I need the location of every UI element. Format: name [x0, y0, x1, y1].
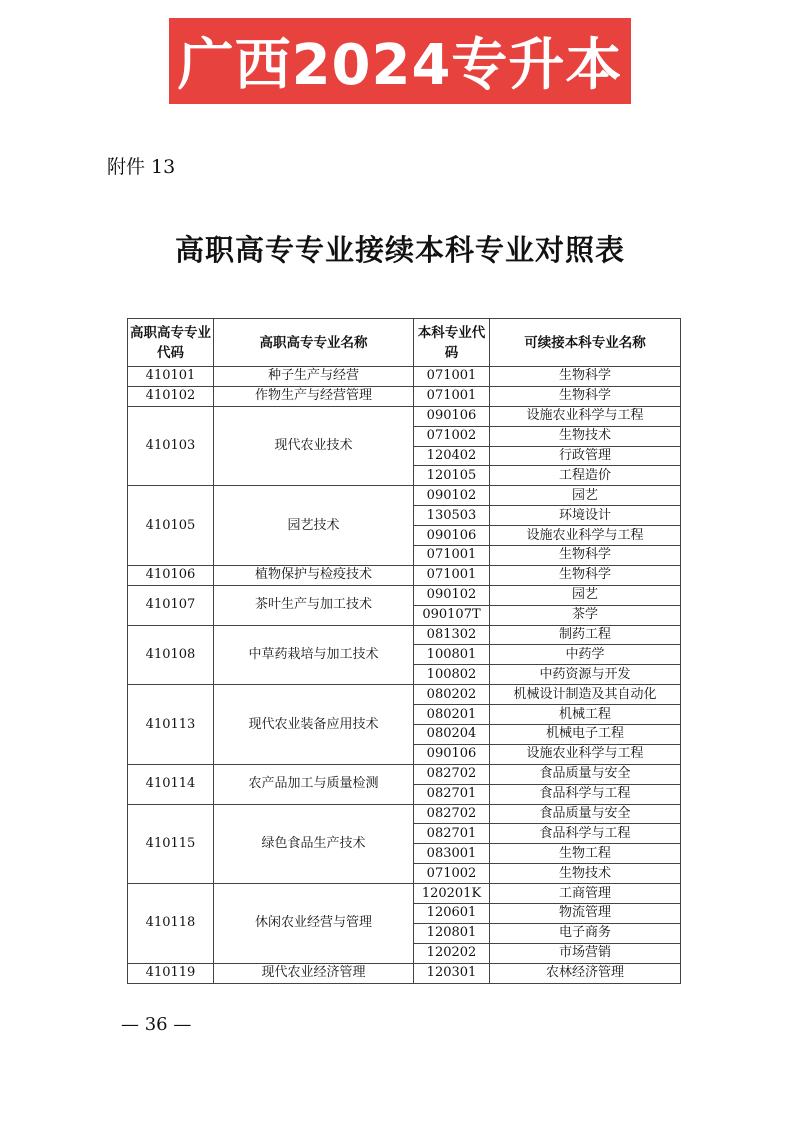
vocational-code-cell: 410105 — [128, 486, 214, 566]
table-header-row — [128, 319, 681, 367]
bachelor-name-cell: 食品科学与工程 — [490, 784, 681, 804]
page-number: — 36 — — [121, 1014, 192, 1035]
bachelor-name-cell: 生物科学 — [490, 367, 681, 387]
bachelor-code-cell: 100801 — [414, 645, 490, 665]
bachelor-name-cell: 机械电子工程 — [490, 725, 681, 745]
document-title: 高职高专专业接续本科专业对照表 — [174, 233, 625, 267]
vocational-code-cell: 410107 — [128, 585, 214, 625]
bachelor-code-cell: 120202 — [414, 943, 490, 963]
bachelor-name-cell: 行政管理 — [490, 446, 681, 466]
vocational-code-cell: 410113 — [128, 685, 214, 765]
bachelor-code-cell: 082702 — [414, 764, 490, 784]
table-row — [128, 963, 681, 983]
header-vocational-name: 高职高专专业名称 — [214, 319, 414, 367]
bachelor-name-cell: 生物科学 — [490, 565, 681, 585]
vocational-code-cell: 410101 — [128, 367, 214, 387]
bachelor-code-cell: 090107T — [414, 605, 490, 625]
bachelor-code-cell: 082701 — [414, 784, 490, 804]
vocational-name-cell: 作物生产与经营管理 — [214, 386, 414, 406]
bachelor-name-cell: 设施农业科学与工程 — [490, 406, 681, 426]
table-row — [128, 804, 681, 824]
bachelor-code-cell: 071002 — [414, 426, 490, 446]
bachelor-name-cell: 市场营销 — [490, 943, 681, 963]
bachelor-name-cell: 设施农业科学与工程 — [490, 526, 681, 546]
bachelor-code-cell: 080201 — [414, 705, 490, 725]
table-row — [128, 386, 681, 406]
bachelor-name-cell: 生物技术 — [490, 864, 681, 884]
bachelor-name-cell: 生物科学 — [490, 386, 681, 406]
vocational-code-cell: 410114 — [128, 764, 214, 804]
table-body — [128, 367, 681, 984]
bachelor-name-cell: 食品科学与工程 — [490, 824, 681, 844]
bachelor-name-cell: 中药资源与开发 — [490, 665, 681, 685]
vocational-code-cell: 410103 — [128, 406, 214, 486]
table-row — [128, 884, 681, 904]
bachelor-name-cell: 设施农业科学与工程 — [490, 744, 681, 764]
table-row — [128, 406, 681, 426]
bachelor-code-cell: 120801 — [414, 923, 490, 943]
header-bachelor-code: 本科专业代码 — [414, 319, 490, 367]
bachelor-name-cell: 食品质量与安全 — [490, 764, 681, 784]
vocational-code-cell: 410102 — [128, 386, 214, 406]
vocational-code-cell: 410108 — [128, 625, 214, 685]
bachelor-code-cell: 090106 — [414, 744, 490, 764]
bachelor-name-cell: 园艺 — [490, 486, 681, 506]
bachelor-name-cell: 中药学 — [490, 645, 681, 665]
bachelor-code-cell: 071001 — [414, 546, 490, 566]
vocational-name-cell: 现代农业技术 — [214, 406, 414, 486]
table-row — [128, 367, 681, 387]
table-row — [128, 625, 681, 645]
vocational-code-cell: 410119 — [128, 963, 214, 983]
bachelor-name-cell: 生物科学 — [490, 546, 681, 566]
header-vocational-code: 高职高专专业代码 — [128, 319, 214, 367]
bachelor-name-cell: 电子商务 — [490, 923, 681, 943]
promo-banner — [169, 18, 631, 104]
bachelor-code-cell: 120402 — [414, 446, 490, 466]
bachelor-name-cell: 制药工程 — [490, 625, 681, 645]
bachelor-code-cell: 090102 — [414, 585, 490, 605]
bachelor-code-cell: 090102 — [414, 486, 490, 506]
bachelor-code-cell: 130503 — [414, 506, 490, 526]
bachelor-code-cell: 080204 — [414, 725, 490, 745]
bachelor-code-cell: 090106 — [414, 406, 490, 426]
bachelor-name-cell: 园艺 — [490, 585, 681, 605]
bachelor-code-cell: 071001 — [414, 386, 490, 406]
bachelor-name-cell: 工程造价 — [490, 466, 681, 486]
vocational-code-cell: 410118 — [128, 884, 214, 964]
vocational-name-cell: 休闲农业经营与管理 — [214, 884, 414, 964]
table-row — [128, 565, 681, 585]
table-row — [128, 585, 681, 605]
bachelor-code-cell: 120601 — [414, 904, 490, 924]
vocational-code-cell: 410115 — [128, 804, 214, 884]
vocational-name-cell: 绿色食品生产技术 — [214, 804, 414, 884]
vocational-name-cell: 植物保护与检疫技术 — [214, 565, 414, 585]
table-row — [128, 685, 681, 705]
table-row — [128, 764, 681, 784]
bachelor-code-cell: 082701 — [414, 824, 490, 844]
bachelor-code-cell: 090106 — [414, 526, 490, 546]
vocational-name-cell: 农产品加工与质量检测 — [214, 764, 414, 804]
bachelor-code-cell: 100802 — [414, 665, 490, 685]
bachelor-code-cell: 120105 — [414, 466, 490, 486]
bachelor-code-cell: 120201K — [414, 884, 490, 904]
bachelor-name-cell: 生物技术 — [490, 426, 681, 446]
table-row — [128, 486, 681, 506]
bachelor-name-cell: 物流管理 — [490, 904, 681, 924]
bachelor-code-cell: 081302 — [414, 625, 490, 645]
header-bachelor-name: 可续接本科专业名称 — [490, 319, 681, 367]
bachelor-name-cell: 茶学 — [490, 605, 681, 625]
bachelor-code-cell: 080202 — [414, 685, 490, 705]
major-mapping-table — [127, 318, 681, 984]
vocational-name-cell: 现代农业装备应用技术 — [214, 685, 414, 765]
bachelor-name-cell: 环境设计 — [490, 506, 681, 526]
bachelor-name-cell: 生物工程 — [490, 844, 681, 864]
bachelor-code-cell: 071001 — [414, 367, 490, 387]
bachelor-code-cell: 082702 — [414, 804, 490, 824]
bachelor-name-cell: 机械设计制造及其自动化 — [490, 685, 681, 705]
bachelor-code-cell: 120301 — [414, 963, 490, 983]
bachelor-code-cell: 071001 — [414, 565, 490, 585]
bachelor-code-cell: 071002 — [414, 864, 490, 884]
banner-text: 广西2024专升本 — [177, 33, 623, 98]
vocational-name-cell: 现代农业经济管理 — [214, 963, 414, 983]
attachment-label: 附件 13 — [107, 156, 176, 178]
bachelor-name-cell: 工商管理 — [490, 884, 681, 904]
bachelor-name-cell: 农林经济管理 — [490, 963, 681, 983]
vocational-name-cell: 中草药栽培与加工技术 — [214, 625, 414, 685]
vocational-name-cell: 茶叶生产与加工技术 — [214, 585, 414, 625]
bachelor-code-cell: 083001 — [414, 844, 490, 864]
vocational-code-cell: 410106 — [128, 565, 214, 585]
bachelor-name-cell: 食品质量与安全 — [490, 804, 681, 824]
vocational-name-cell: 种子生产与经营 — [214, 367, 414, 387]
vocational-name-cell: 园艺技术 — [214, 486, 414, 566]
bachelor-name-cell: 机械工程 — [490, 705, 681, 725]
